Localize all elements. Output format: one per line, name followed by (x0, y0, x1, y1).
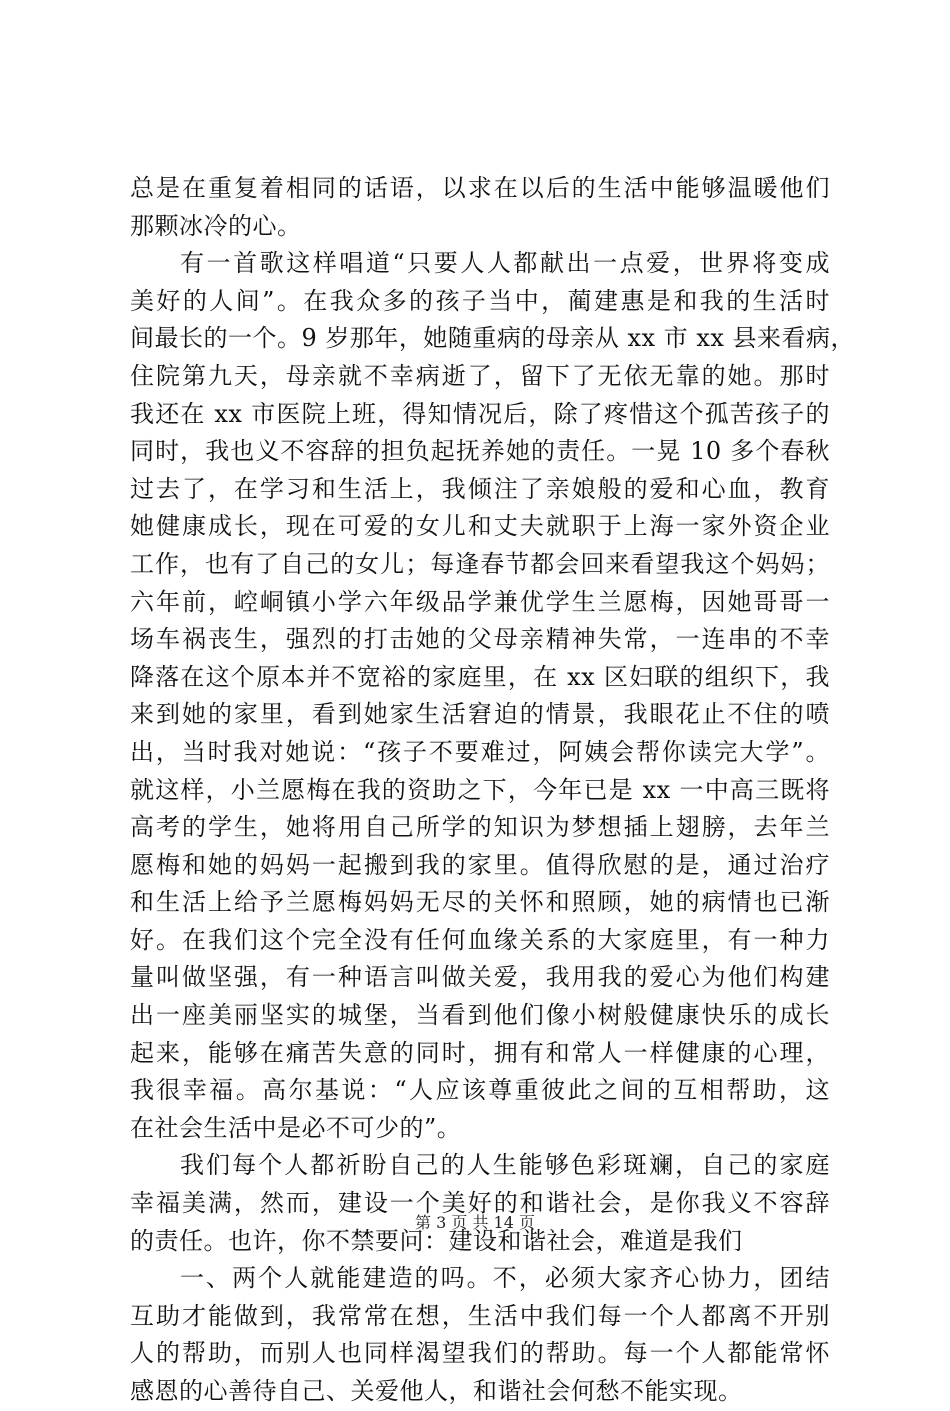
paragraph-line: 场车祸丧生，强烈的打击她的父母亲精神失常，一连串的不幸 (130, 625, 830, 654)
paragraph-line: 工作，也有了自己的女儿；每逢春节都会回来看望我这个妈妈； (130, 549, 830, 578)
paragraph-line: 互助才能做到，我常常在想，生活中我们每一个人都离不开别 (130, 1301, 830, 1330)
paragraph-line: 出一座美丽坚实的城堡，当看到他们像小树般健康快乐的成长 (130, 1001, 830, 1030)
paragraph-line: 她健康成长，现在可爱的女儿和丈夫就职于上海一家外资企业 (130, 512, 830, 541)
paragraph-line: 有一首歌这样唱道“只要人人都献出一点爱，世界将变成 (180, 249, 830, 278)
paragraph-line: 起来，能够在痛苦失意的同时，拥有和常人一样健康的心理， (130, 1038, 830, 1067)
paragraph-line: 住院第九天，母亲就不幸病逝了，留下了无依无靠的她。那时 (130, 361, 830, 390)
paragraph-line: 来到她的家里，看到她家生活窘迫的情景，我眼花止不住的喷 (130, 700, 830, 729)
paragraph-line: 出，当时我对她说：“孩子不要难过，阿姨会帮你读完大学”。 (130, 737, 830, 766)
paragraph-line: 我还在 xx 市医院上班，得知情况后，除了疼惜这个孤苦孩子的 (130, 399, 830, 428)
paragraph-line: 我们每个人都祈盼自己的人生能够色彩斑斓，自己的家庭 (180, 1151, 830, 1180)
paragraph-line: 在社会生活中是必不可少的”。 (130, 1113, 462, 1142)
paragraph-line: 一、两个人就能建造的吗。不，必须大家齐心协力，团结 (180, 1264, 830, 1293)
paragraph-line: 过去了，在学习和生活上，我倾注了亲娘般的爱和心血，教育 (130, 474, 830, 503)
paragraph-line: 间最长的一个。9 岁那年，她随重病的母亲从 xx 市 xx 县来看病， (130, 324, 856, 353)
paragraph-line: 人的帮助，而别人也同样渴望我们的帮助。每一个人都能常怀 (130, 1339, 830, 1368)
paragraph-line: 就这样，小兰愿梅在我的资助之下，今年已是 xx 一中高三既将 (130, 775, 830, 804)
paragraph-line: 降落在这个原本并不宽裕的家庭里，在 xx 区妇联的组织下，我 (130, 662, 830, 691)
paragraph-line: 六年前，崆峒镇小学六年级品学兼优学生兰愿梅，因她哥哥一 (130, 587, 830, 616)
paragraph-line: 和生活上给予兰愿梅妈妈无尽的关怀和照顾，她的病情也已渐 (130, 888, 830, 917)
paragraph-line: 总是在重复着相同的话语，以求在以后的生活中能够温暖他们 (130, 174, 830, 202)
page-footer: 第 3 页 共 14 页 (415, 1213, 535, 1232)
paragraph-line: 好。在我们这个完全没有任何血缘关系的大家庭里，有一种力 (130, 925, 830, 954)
paragraph-line: 的责任。也许，你不禁要问：建设和谐社会，难道是我们 (130, 1226, 743, 1255)
paragraph-line: 同时，我也义不容辞的担负起抚养她的责任。一晃 10 多个春秋 (130, 437, 830, 466)
paragraph-line: 高考的学生，她将用自己所学的知识为梦想插上翅膀，去年兰 (130, 813, 830, 842)
paragraph-line: 幸福美满，然而，建设一个美好的和谐社会，是你我义不容辞 (130, 1189, 830, 1218)
paragraph-line: 愿梅和她的妈妈一起搬到我的家里。值得欣慰的是，通过治疗 (130, 850, 830, 879)
paragraph-line: 量叫做坚强，有一种语言叫做关爱，我用我的爱心为他们构建 (130, 963, 830, 992)
paragraph-line: 我很幸福。高尔基说：“人应该尊重彼此之间的互相帮助，这 (130, 1076, 830, 1105)
paragraph-line: 那颗冰冷的心。 (130, 211, 302, 240)
paragraph-line: 感恩的心善待自己、关爱他人，和谐社会何愁不能实现。 (130, 1377, 743, 1405)
paragraph-line: 美好的人间”。在我众多的孩子当中，蔺建惠是和我的生活时 (130, 286, 830, 315)
